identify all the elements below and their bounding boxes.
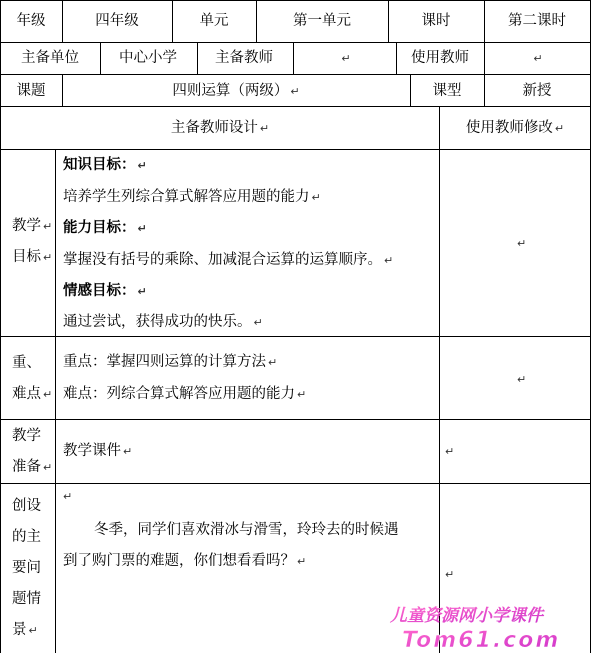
table-border-top xyxy=(0,0,591,1)
objectives-label xyxy=(12,211,52,273)
cell-divider xyxy=(62,0,63,42)
key-points-label-line2: 难点 ↵ xyxy=(12,386,53,402)
preparation-label xyxy=(12,421,52,483)
emotion-heading: 情感目标： ↵ xyxy=(63,283,147,299)
teacher-label: 主备教师 xyxy=(215,50,273,66)
paragraph-mark: ↵ xyxy=(290,85,300,98)
scenario-label-line: 要问 xyxy=(12,560,41,576)
cell-divider xyxy=(439,106,440,149)
knowledge-text: 培养学生列综合算式解答应用题的能力 ↵ xyxy=(63,189,321,205)
design-header-text: 主备教师设计 xyxy=(170,120,258,136)
watermark-graphic xyxy=(382,601,590,653)
cell-divider xyxy=(100,42,101,74)
ability-text: 掌握没有括号的乘除、加减混合运算的运算顺序。 ↵ xyxy=(63,252,394,268)
unit-label: 单元 xyxy=(199,13,229,29)
lesson-label: 课时 xyxy=(421,13,451,29)
org-value: 中心小学 xyxy=(119,50,177,66)
objectives-label-line2: 目标 ↵ xyxy=(12,249,53,265)
revision-header-text: 使用教师修改 xyxy=(465,120,553,136)
scenario-text-line2: 到了购门票的难题，你们想看看吗？ ↵ xyxy=(63,553,307,569)
emotion-text: 通过尝试，获得成功的快乐。 ↵ xyxy=(63,314,263,330)
scenario-label xyxy=(12,491,41,646)
cell-divider xyxy=(410,74,411,106)
preparation-text: 教学课件 ↵ xyxy=(63,443,133,459)
objectives-label-line1: 教学 ↵ xyxy=(12,218,53,234)
cell-divider xyxy=(172,0,173,42)
preparation-label-line1: 教学 xyxy=(12,428,41,444)
paragraph-mark: ↵ xyxy=(533,52,543,65)
knowledge-heading: 知识目标： ↵ xyxy=(63,157,147,173)
preparation-label-line2: 准备 ↵ xyxy=(12,459,53,475)
org-label: 主备单位 xyxy=(21,50,79,66)
unit-value: 第一单元 xyxy=(293,13,351,29)
key-points-label xyxy=(12,348,52,410)
table-row-divider xyxy=(0,106,591,107)
key-points-label-line1: 重、 xyxy=(12,355,41,371)
cell-divider xyxy=(197,42,198,74)
user-teacher-label: 使用教师 xyxy=(411,50,469,66)
topic-label: 课题 xyxy=(16,83,46,99)
revision-column-divider xyxy=(439,149,440,653)
site-watermark xyxy=(382,601,590,653)
table-border-left xyxy=(0,0,1,653)
cell-divider xyxy=(396,42,397,74)
teacher-value xyxy=(339,49,350,68)
paragraph-mark: ↵ xyxy=(259,122,270,135)
table-row-divider xyxy=(0,419,591,420)
focus-text: 重点：掌握四则运算的计算方法 ↵ xyxy=(63,354,278,370)
cell-divider xyxy=(62,74,63,106)
scenario-text-line1: 冬季，同学们喜欢滑冰与滑雪，玲玲去的时候遇 xyxy=(94,522,399,538)
table-row-divider xyxy=(0,483,591,484)
table-row-divider xyxy=(0,336,591,337)
revision-cell-mark: ↵ xyxy=(445,568,455,581)
scenario-label-line: 的主 xyxy=(12,529,41,545)
table-row-divider xyxy=(0,42,591,43)
label-column-divider xyxy=(55,149,56,653)
ability-heading: 能力目标： ↵ xyxy=(63,220,147,236)
design-header xyxy=(171,119,269,138)
revision-header xyxy=(466,119,564,138)
topic-value xyxy=(172,82,299,101)
cell-divider xyxy=(484,0,485,42)
revision-cell-mark: ↵ xyxy=(517,373,527,386)
scenario-label-line: 题情 xyxy=(12,591,41,607)
cell-divider xyxy=(388,0,389,42)
scenario-label-line: 景 ↵ xyxy=(12,622,38,638)
type-label: 课型 xyxy=(432,83,462,99)
cell-divider xyxy=(256,0,257,42)
type-value: 新授 xyxy=(522,83,552,99)
table-row-divider xyxy=(0,74,591,75)
scenario-label-line: 创设 xyxy=(12,498,41,514)
watermark-line2: Tom61.com xyxy=(402,628,561,653)
difficulty-text: 难点：列综合算式解答应用题的能力 ↵ xyxy=(63,386,307,402)
paragraph-mark: ↵ xyxy=(554,122,565,135)
paragraph-mark: ↵ xyxy=(341,52,351,65)
revision-cell-mark: ↵ xyxy=(517,237,527,250)
grade-value: 四年级 xyxy=(95,13,139,29)
cell-divider xyxy=(293,42,294,74)
topic-value-text: 四则运算（两级） xyxy=(172,83,289,99)
revision-cell-mark: ↵ xyxy=(445,445,455,458)
cell-divider xyxy=(484,42,485,74)
lesson-value: 第二课时 xyxy=(508,13,566,29)
watermark-line1: 儿童资源网小学课件 xyxy=(390,606,543,626)
grade-label: 年级 xyxy=(16,13,46,29)
scenario-empty-line-mark: ↵ xyxy=(63,490,73,503)
table-row-divider xyxy=(0,149,591,150)
cell-divider xyxy=(484,74,485,106)
user-teacher-value xyxy=(531,49,542,68)
